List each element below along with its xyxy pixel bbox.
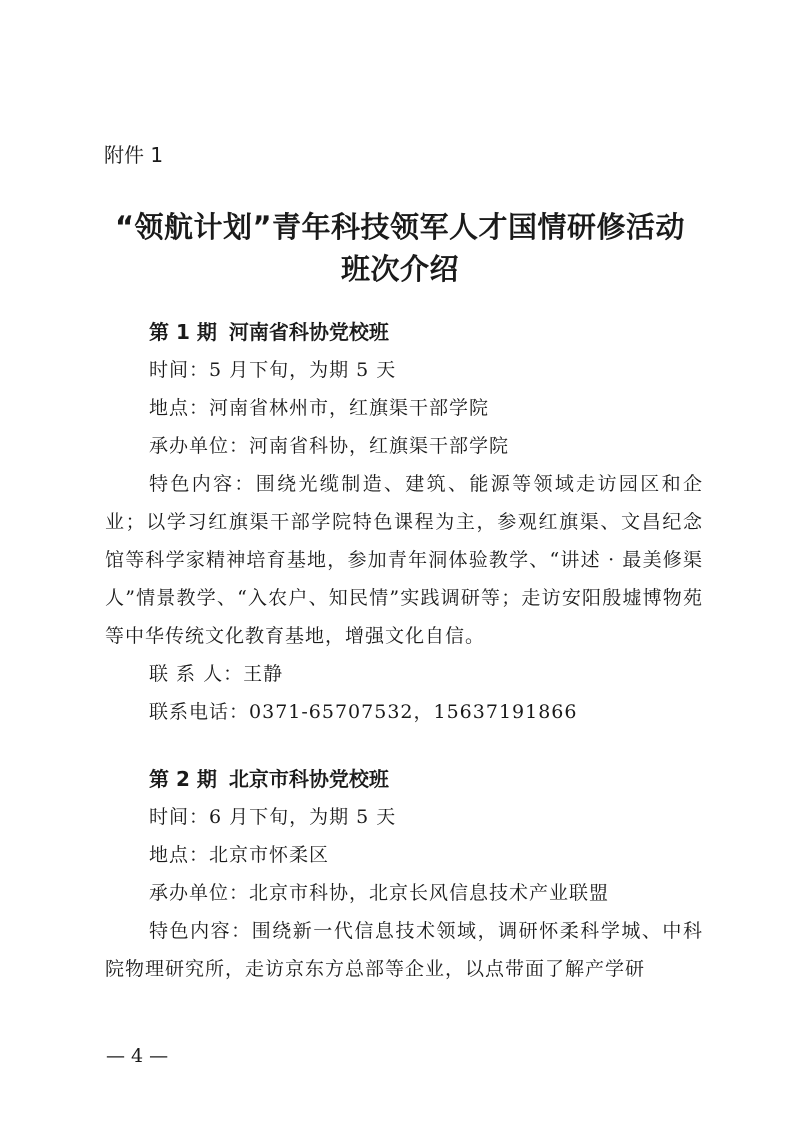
session-features <box>105 465 703 655</box>
organizer-value: 河南省科协，红旗渠干部学院 <box>249 435 510 457</box>
session-1 <box>105 313 703 731</box>
session-time <box>149 798 703 836</box>
session-name: 北京市科协党校班 <box>228 767 389 791</box>
features-value: 围绕新一代信息技术领域，调研怀柔科学城、中科院物理研究所，走访京东方总部等企业，以点带面了解产学研 <box>105 920 703 980</box>
session-organizer <box>149 427 703 465</box>
phone-value: 0371-65707532，15637191866 <box>249 701 578 723</box>
session-heading <box>149 760 703 798</box>
document-title-line-1: “领航计划”青年科技领军人才国情研修活动 <box>114 210 686 244</box>
location-value: 北京市怀柔区 <box>209 844 330 866</box>
features-label: 特色内容： <box>149 473 256 495</box>
session-organizer <box>149 874 703 912</box>
time-value: 6 月下旬，为期 5 天 <box>209 806 397 828</box>
session-location <box>149 389 703 427</box>
time-label: 时间： <box>149 806 210 828</box>
session-heading <box>149 313 703 351</box>
time-label: 时间： <box>149 359 210 381</box>
location-label: 地点： <box>149 844 210 866</box>
organizer-label: 承办单位： <box>149 435 250 457</box>
session-contact <box>149 655 703 693</box>
time-value: 5 月下旬，为期 5 天 <box>209 359 397 381</box>
session-time <box>149 351 703 389</box>
contact-value: 王静 <box>243 663 284 685</box>
document-title-line-2: 班次介绍 <box>340 252 459 286</box>
session-features <box>105 912 703 988</box>
contact-label: 联 系 人： <box>149 663 244 685</box>
features-value: 围绕光缆制造、建筑、能源等领域走访园区和企业；以学习红旗渠干部学院特色课程为主，参观红旗渠、文昌纪念馆等科学家精神培育基地，参加青年洞体验教学、“讲述 · 最美修渠人”情景教学、“入农户、知民情”实践调研等；走访安阳殷墟博物苑等中华传统文化教育基地，增强文化自信。 <box>105 473 703 647</box>
session-period: 第 1 期 <box>149 320 217 344</box>
location-label: 地点： <box>149 397 210 419</box>
phone-label: 联系电话： <box>149 701 250 723</box>
session-location <box>149 836 703 874</box>
session-phone <box>149 693 703 731</box>
attachment-label: 附件 1 <box>104 143 164 167</box>
organizer-label: 承办单位： <box>149 882 250 904</box>
features-label: 特色内容： <box>149 920 252 942</box>
session-name: 河南省科协党校班 <box>228 320 389 344</box>
session-period: 第 2 期 <box>149 767 217 791</box>
location-value: 河南省林州市，红旗渠干部学院 <box>209 397 490 419</box>
organizer-value: 北京市科协，北京长风信息技术产业联盟 <box>249 882 610 904</box>
session-2 <box>105 760 703 988</box>
page-number: — 4 — <box>106 1045 169 1067</box>
